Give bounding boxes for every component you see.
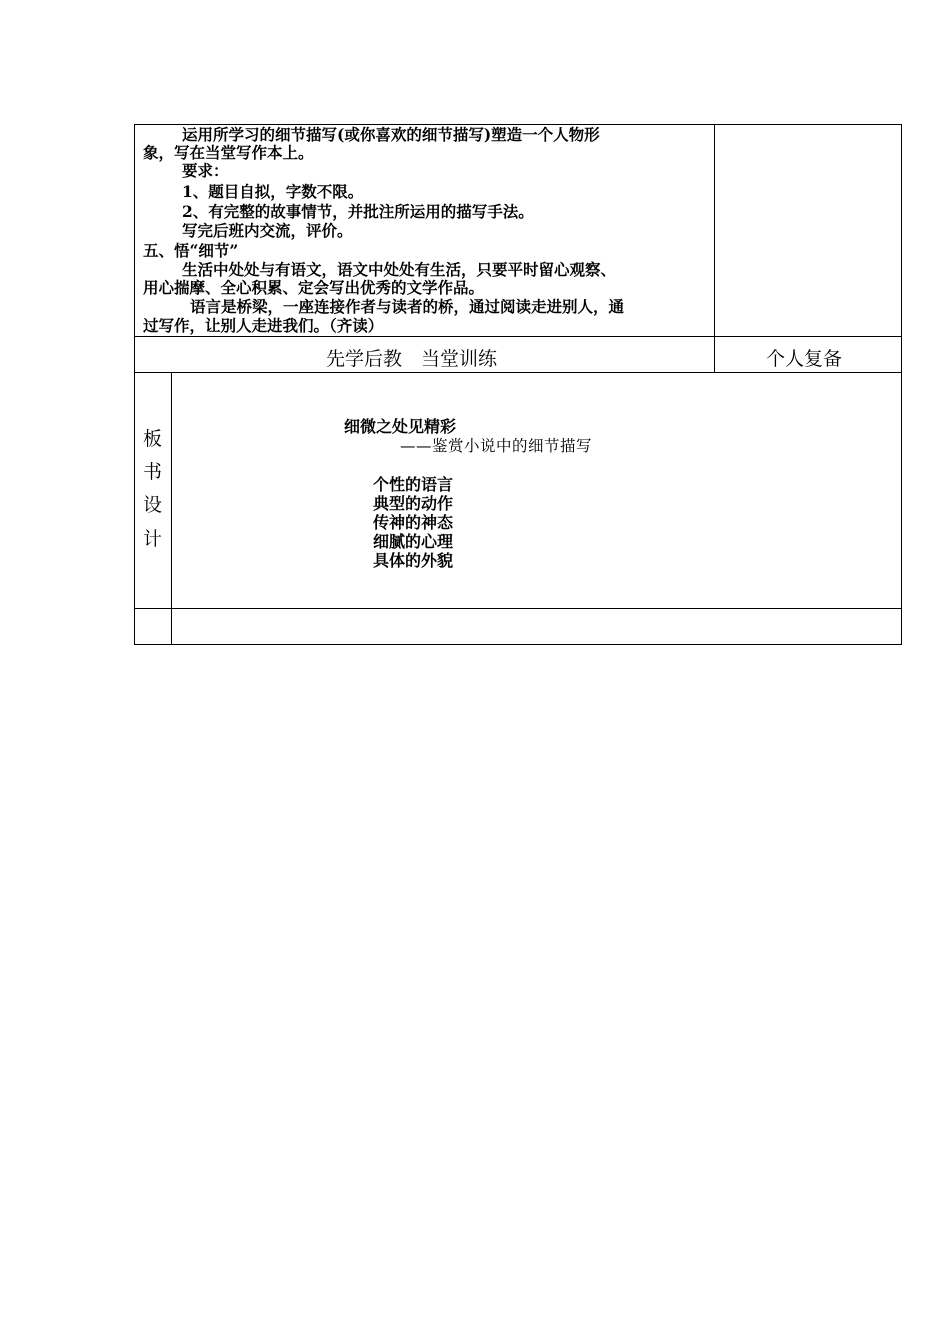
text-line: 生活中处处与有语文，语文中处处有生活，只要平时留心观察、 — [182, 260, 617, 279]
header-left-label: 先学后教 当堂训练 — [326, 348, 498, 370]
board-subtitle: ——鉴赏小说中的细节描写 — [400, 437, 593, 455]
board-label-char: 书 — [143, 461, 163, 483]
board-label-char: 设 — [143, 494, 163, 516]
text-line: 1、题目自拟，字数不限。 — [182, 182, 364, 201]
header-right-label: 个人复备 — [766, 348, 843, 370]
text-line: 语言是桥梁，一座连接作者与读者的桥，通过阅读走进别人，通 — [190, 297, 625, 316]
board-title: 细微之处见精彩 — [344, 417, 457, 436]
text-line: 象，写在当堂写作本上。 — [143, 143, 314, 162]
text-line: 写完后班内交流，评价。 — [182, 221, 353, 240]
text-line: 2、有完整的故事情节，并批注所运用的描写手法。 — [182, 202, 534, 221]
text-line: 过写作，让别人走进我们。（齐读） — [143, 316, 384, 335]
row-divider — [134, 372, 902, 373]
board-item: 传神的神态 — [373, 513, 454, 532]
board-label-char: 计 — [143, 528, 163, 550]
section-heading: 五、悟“细节” — [143, 241, 239, 260]
text-line: 要求： — [182, 161, 229, 180]
board-item: 典型的动作 — [373, 494, 454, 513]
row-divider — [134, 336, 902, 337]
column-divider — [714, 124, 715, 372]
row-divider — [134, 608, 902, 609]
text-line: 用心揣摩、全心积累、定会写出优秀的文学作品。 — [143, 278, 485, 297]
text-line: 运用所学习的细节描写(或你喜欢的细节描写)塑造一个人物形 — [182, 125, 600, 144]
board-label-divider — [171, 372, 172, 645]
board-item: 个性的语言 — [373, 475, 454, 494]
board-item: 具体的外貌 — [373, 551, 454, 570]
board-item: 细腻的心理 — [373, 532, 454, 551]
board-label-char: 板 — [143, 428, 163, 450]
